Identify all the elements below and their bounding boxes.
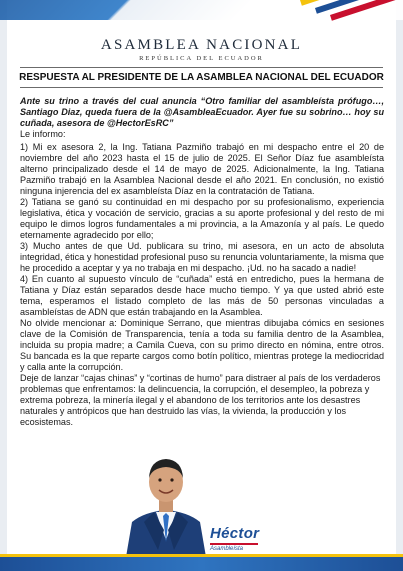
signature-block <box>210 525 270 552</box>
document-body <box>20 96 384 428</box>
portrait-photo-icon <box>120 450 212 557</box>
paragraph-6: Deje de lanzar “cajas chinas” y “cortinas de humo” para distraer al país de los verdaderos problemas que enfrentamos: la delincuencia, la corrupción, el desempleo, la pobreza y extrema pobreza, la minería ilegal y el abandono de los territorios ante los desastres naturales y antrópicos que han destruido las vías, la vivienda, la producción y los ecosistemas. <box>20 373 381 427</box>
document-headline: RESPUESTA AL PRESIDENTE DE LA ASAMBLEA NACIONAL DEL ECUADOR <box>19 72 384 83</box>
bottom-band <box>0 557 403 571</box>
paragraph-2: 2) Tatiana se ganó su continuidad en mi despacho por su profesionalismo, experiencia legislativa, ética y vocación de servicio, gracias a su aporte profesional y del resto de mi equipo le dimos logros fundamentales a mi provincia, a la Amazonía y al país. Le quedo eternamente agradecido por ello; <box>20 197 384 240</box>
paragraph-1: 1) Mi ex asesora 2, la Ing. Tatiana Pazmiño trabajó en mi despacho entre el 20 de noviembre del año 2023 hasta el 15 de julio de 2025. El Señor Díaz fue asambleísta alterno principalizado desde el 14 de mayo de 2025. Adicionalmente, la Ing. Tatiana Pazmiño trabajó en la Asamblea Nacional desde el año 2021. En conclusión, no existió ninguna injerencia del ex asambleísta Díaz en la contratación de Tatiana. <box>20 142 384 196</box>
right-border <box>396 0 403 571</box>
logo-title: ASAMBLEA NACIONAL <box>100 37 303 53</box>
signature-role: Asambleísta <box>210 546 244 552</box>
paragraph-3: 3) Mucho antes de que Ud. publicara su trino, mi asesora, en un acto de absoluta integridad, ética y honestidad profesional puso su renuncia voluntariamente, la misma que he procedido a aceptar y ya no trabaja en mi despacho. ¡Ud. no ha sacado a nadie! <box>20 241 384 273</box>
header-rule-bottom <box>20 87 383 88</box>
intro-quote: Ante su trino a través del cual anuncia “Otro familiar del asambleísta prófugo…, Santiago Diaz, queda fuera de la @AsambleaEcuador. Ayer fue su sobrino… hoy su cuñada, asesora de @HectorEsRC” <box>20 96 384 128</box>
asamblea-logo <box>0 37 403 62</box>
greeting: Le informo: <box>20 129 66 139</box>
header-rule-top <box>20 67 383 68</box>
paragraph-5: No olvide mencionar a: Dominique Serrano, que mientras dibujaba cómics en sesiones clave de la Comisión de Transparencia, tenía a toda su familia dentro de la Asamblea, incluida su propia madre; a Camila Cueva, con su primo directo en nómina, entre otros. Su bancada es la que reparte cargos como botín político, mientras protege la mediocridad y calla ante la corrupción. <box>20 318 384 372</box>
logo-subtitle: REPÚBLICA DEL ECUADOR <box>139 55 264 62</box>
signature-underline <box>210 543 258 545</box>
paragraph-4: 4) En cuanto al supuesto vínculo de “cuñada” está en entredicho, pues la hermana de Tatiana y Díaz están separados desde hace mucho tiempo. Y ya que usted abrió este tema, esperamos el listado completo de las más de 50 personas vinculadas a asambleístas de ADN que están trabajando en la Asamblea. <box>20 274 384 317</box>
left-border <box>0 0 7 571</box>
signature-name: Héctor <box>210 525 260 542</box>
